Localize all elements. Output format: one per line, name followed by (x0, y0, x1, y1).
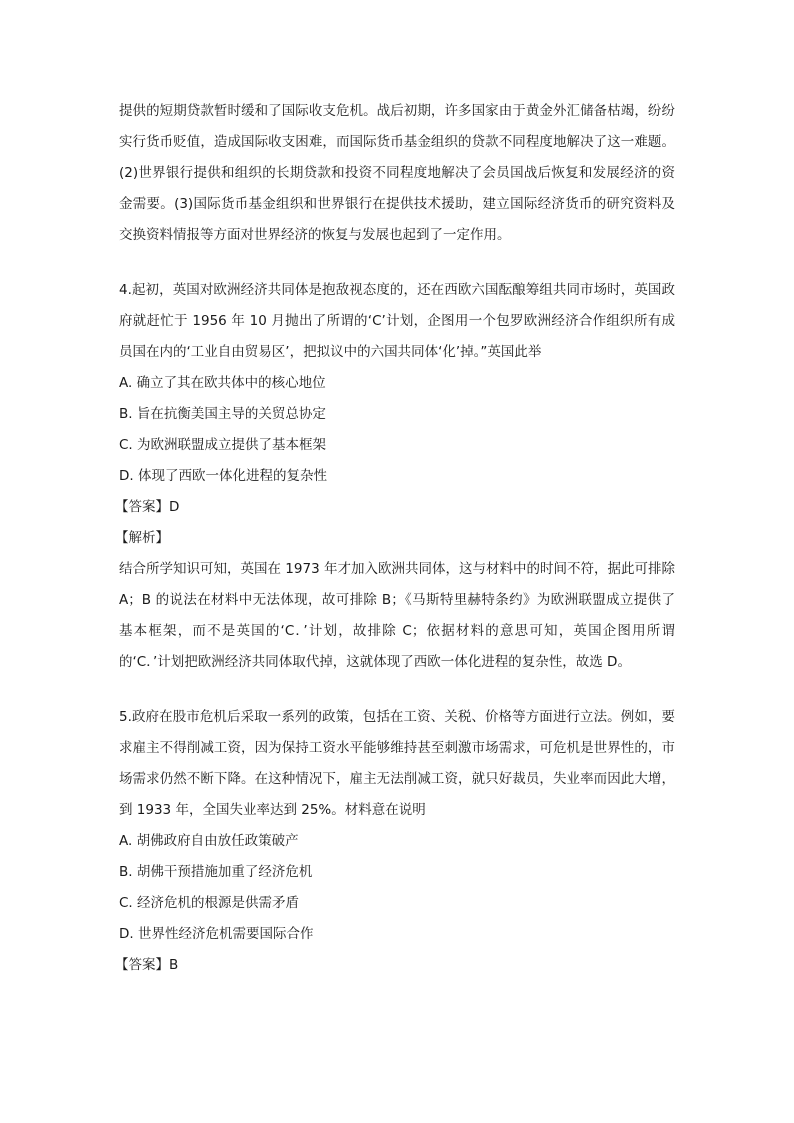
question-4-analysis: 结合所学知识可知，英国在 1973 年才加入欧洲共同体，这与材料中的时间不符，据此可排除 A；B 的说法在材料中无法体现，故可排除 B；《马斯特里赫特条约》为欧洲联盟成立提供了基本框架，而不是英国的‘C．’计划，故排除 C；依据材料的意思可知，英国企图用所谓的‘C．’计划把欧洲经济共同体取代掉，这就体现了西欧一体化进程的复杂性，故选 D。 (119, 561, 675, 670)
question-4-answer: 【答案】D (115, 499, 180, 515)
question-4-option-a: A. 确立了其在欧共体中的核心地位 (119, 375, 326, 391)
question-4-option-b: B. 旨在抗衡美国主导的关贸总协定 (119, 406, 326, 422)
question-5 (115, 702, 675, 981)
question-gap (119, 678, 675, 702)
question-4-option-c: C. 为欧洲联盟成立提供了基本框架 (119, 437, 327, 453)
question-5-answer: 【答案】B (115, 957, 179, 973)
question-4-option-d: D. 体现了西欧一体化进程的复杂性 (119, 468, 327, 484)
question-5-stem: 5.政府在股市危机后采取一系列的政策，包括在工资、关税、价格等方面进行立法。例如，要求雇主不得削减工资，因为保持工资水平能够维持甚至刺激市场需求，可危机是世界性的，市场需求仍然不断下降。在这种情况下，雇主无法削减工资，就只好裁员，失业率而因此大增，到 1933 年，全国失业率达到 25%。材料意在说明 (119, 709, 675, 818)
question-gap (119, 251, 675, 275)
document-content (115, 96, 675, 981)
question-4-analysis-label: 【解析】 (115, 530, 169, 546)
question-4 (115, 275, 675, 678)
question-5-option-d: D. 世界性经济危机需要国际合作 (119, 926, 314, 942)
question-5-option-b: B. 胡佛干预措施加重了经济危机 (119, 864, 313, 880)
intro-paragraph: 提供的短期贷款暂时缓和了国际收支危机。战后初期，许多国家由于黄金外汇储备枯竭，纷纷实行货币贬值，造成国际收支困难，而国际货币基金组织的贷款不同程度地解决了这一难题。(2)世界银行提供和组织的长期贷款和投资不同程度地解决了会员国战后恢复和发展经济的资金需要。(3)国际货币基金组织和世界银行在提供技术援助，建立国际经济货币的研究资料及交换资料情报等方面对世界经济的恢复与发展也起到了一定作用。 (119, 103, 675, 243)
question-4-stem: 4.起初，英国对欧洲经济共同体是抱敌视态度的，还在西欧六国酝酿筹组共同市场时，英国政府就赶忙于 1956 年 10 月抛出了所谓的‘C’计划，企图用一个包罗欧洲经济合作组织所有成员国在内的‘工业自由贸易区’，把拟议中的六国共同体‘化’掉。”英国此举 (119, 282, 675, 360)
question-5-option-a: A. 胡佛政府自由放任政策破产 (119, 833, 299, 849)
question-5-option-c: C. 经济危机的根源是供需矛盾 (119, 895, 300, 911)
